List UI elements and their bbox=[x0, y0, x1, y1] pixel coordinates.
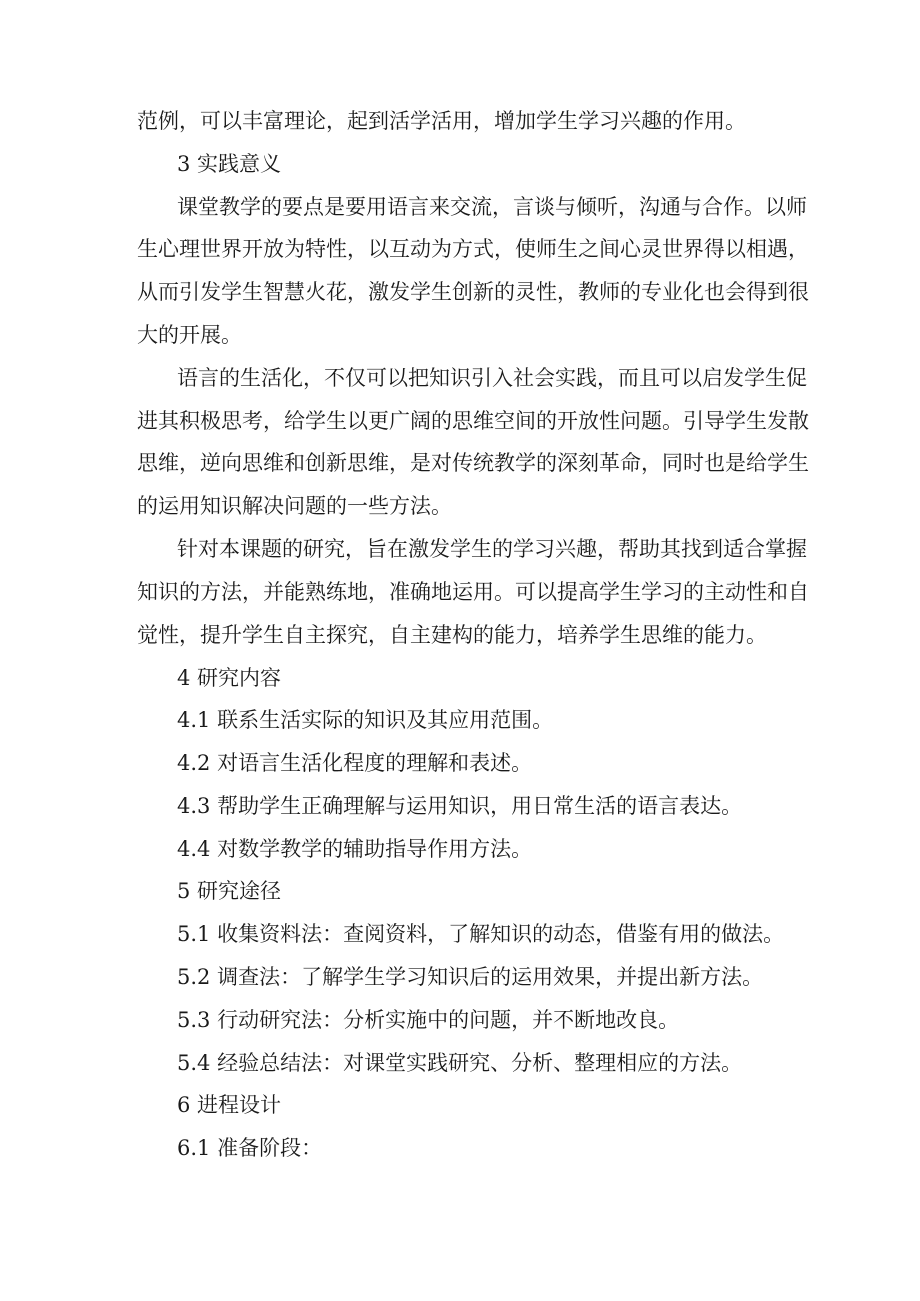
paragraph-line: 从而引发学生智慧火花，激发学生创新的灵性，教师的专业化也会得到很 bbox=[137, 280, 809, 304]
section-heading-5: 5 研究途径 bbox=[177, 879, 282, 903]
list-item: 4.4 对数学教学的辅助指导作用方法。 bbox=[177, 837, 533, 861]
list-item: 4.2 对语言生活化程度的理解和表述。 bbox=[177, 751, 533, 775]
paragraph-line: 课堂教学的要点是要用语言来交流，言谈与倾听，沟通与合作。以师 bbox=[177, 195, 807, 219]
list-item: 5.2 调查法：了解学生学习知识后的运用效果，并提出新方法。 bbox=[177, 965, 764, 989]
paragraph-line: 针对本课题的研究，旨在激发学生的学习兴趣，帮助其找到适合掌握 bbox=[177, 537, 807, 561]
paragraph-line: 范例，可以丰富理论，起到活学活用，增加学生学习兴趣的作用。 bbox=[137, 109, 746, 133]
list-item: 5.3 行动研究法：分析实施中的问题，并不断地改良。 bbox=[177, 1008, 680, 1032]
section-heading-3: 3 实践意义 bbox=[177, 152, 282, 176]
paragraph-line: 思维，逆向思维和创新思维，是对传统教学的深刻革命，同时也是给学生 bbox=[137, 451, 809, 475]
paragraph-line: 进其积极思考，给学生以更广阔的思维空间的开放性问题。引导学生发散 bbox=[137, 409, 809, 433]
section-heading-4: 4 研究内容 bbox=[177, 666, 282, 690]
paragraph-line: 生心理世界开放为特性，以互动为方式，使师生之间心灵世界得以相遇， bbox=[137, 237, 809, 261]
paragraph-line: 的运用知识解决问题的一些方法。 bbox=[137, 494, 452, 518]
list-item: 4.3 帮助学生正确理解与运用知识，用日常生活的语言表达。 bbox=[177, 794, 743, 818]
paragraph-line: 大的开展。 bbox=[137, 323, 242, 347]
list-item: 5.4 经验总结法：对课堂实践研究、分析、整理相应的方法。 bbox=[177, 1051, 743, 1075]
paragraph-line: 知识的方法，并能熟练地，准确地运用。可以提高学生学习的主动性和自 bbox=[137, 580, 809, 604]
paragraph-line: 语言的生活化，不仅可以把知识引入社会实践，而且可以启发学生促 bbox=[177, 366, 807, 390]
section-heading-6: 6 进程设计 bbox=[177, 1093, 282, 1117]
paragraph-line: 觉性，提升学生自主探究，自主建构的能力，培养学生思维的能力。 bbox=[137, 623, 767, 647]
list-item: 4.1 联系生活实际的知识及其应用范围。 bbox=[177, 708, 554, 732]
list-item: 5.1 收集资料法：查阅资料，了解知识的动态，借鉴有用的做法。 bbox=[177, 922, 785, 946]
list-item: 6.1 准备阶段： bbox=[177, 1136, 323, 1160]
